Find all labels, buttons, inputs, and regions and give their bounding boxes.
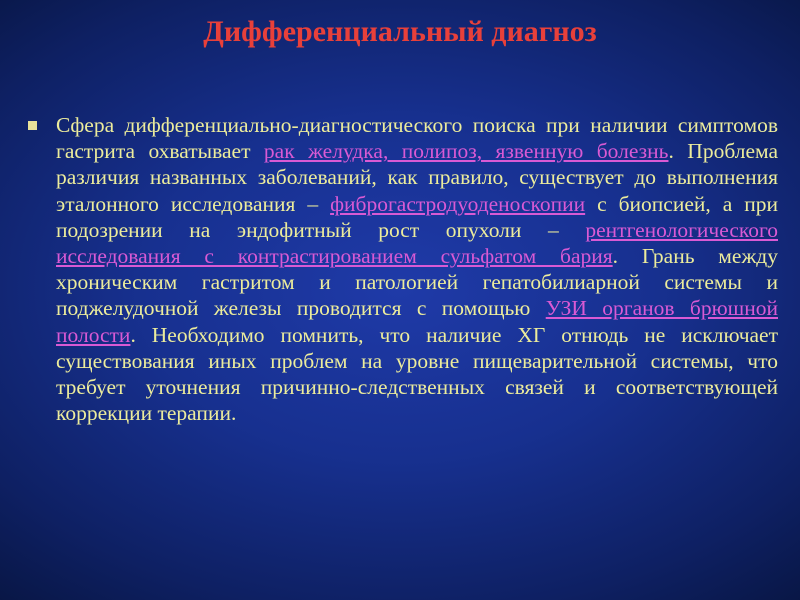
paragraph-text: . Грань между хроническим гастритом и патологией гепатобилиарной системы и поджелудочной железы проводится с помощью xyxy=(56,244,779,321)
slide-title: Дифференциальный диагноз xyxy=(203,15,597,48)
hyperlink-fibrogastroduodenoscopy[interactable]: фиброгастродуоденоскопии xyxy=(330,191,586,216)
square-bullet-icon xyxy=(28,121,37,130)
slide-content xyxy=(22,112,778,426)
hyperlink-stomach-cancer-polyposis-ulcer[interactable]: рак желудка, полипоз, язвенную болезнь xyxy=(263,139,669,164)
paragraph-text: с биопсией, а при подозрении на эндофитный рост опухоли – xyxy=(56,191,778,242)
paragraph-text: . Проблема различия названных заболеваний, как правило, существует до выполнения эталонного исследования – xyxy=(56,139,779,216)
bullet-paragraph xyxy=(56,112,778,426)
hyperlink-barium-xray-study[interactable]: рентгенологического исследования с контрастированием сульфатом бария xyxy=(56,217,778,269)
hyperlink-abdominal-ultrasound[interactable]: УЗИ органов брюшной полости xyxy=(56,296,778,347)
bullet-item xyxy=(22,112,778,426)
paragraph-text: . Необходимо помнить, что наличие ХГ отнюдь не исключает существования иных проблем на уровне пищеварительной системы, что требует уточнения причинно-следственных связей и соответствующей коррекции терапии. xyxy=(56,322,778,426)
paragraph-text: Сфера дифференциально-диагностического поиска при наличии симптомов гастрита охватывает xyxy=(56,113,778,164)
